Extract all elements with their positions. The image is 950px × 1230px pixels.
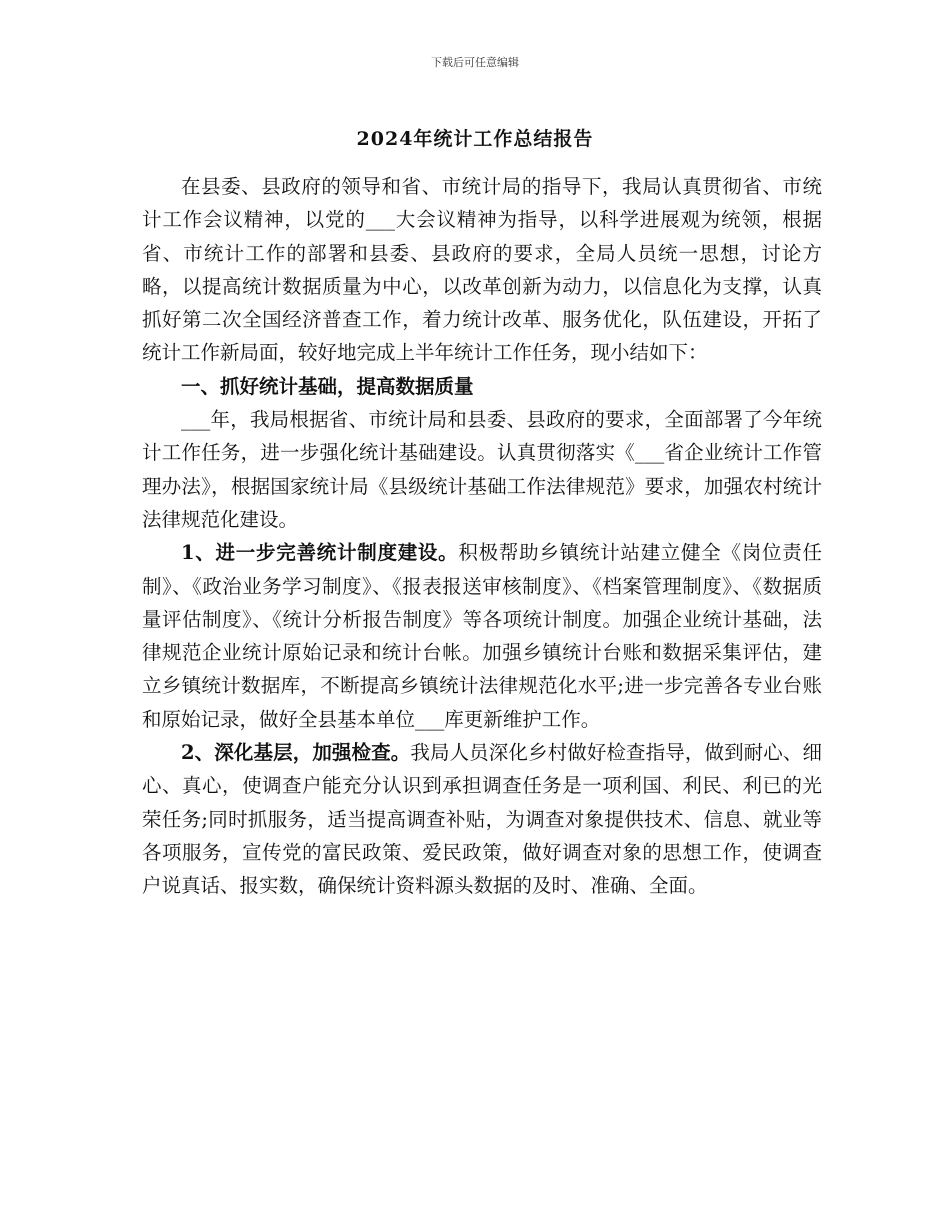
- section-paragraph: ___年，我局根据省、市统计局和县委、县政府的要求，全面部署了今年统计工作任务，进一步强化统计基础建设。认真贯彻落实《___省企业统计工作管理办法》，根据国家统计局《县级统计基础工作法律规范》要求，加强农村统计法律规范化建设。: [142, 408, 822, 531]
- item-lead-1: 1、进一步完善统计制度建设。: [181, 541, 459, 565]
- document-body: [142, 170, 822, 903]
- item-paragraph-2: [142, 736, 822, 902]
- item-text-1: 积极帮助乡镇统计站建立健全《岗位责任制》、《政治业务学习制度》、《报表报送审核制度》、《档案管理制度》、《数据质量评估制度》、《统计分析报告制度》等各项统计制度。加强企业统计基础，法律规范企业统计原始记录和统计台帐。加强乡镇统计台账和数据采集评估，建立乡镇统计数据库，不断提高乡镇统计法律规范化水平;进一步完善各专业台账和原始记录，做好全县基本单位___库更新维护工作。: [142, 541, 822, 731]
- document-title: 2024年统计工作总结报告: [356, 128, 594, 150]
- intro-paragraph: 在县委、县政府的领导和省、市统计局的指导下，我局认真贯彻省、市统计工作会议精神，以党的___大会议精神为指导，以科学进展观为统领，根据省、市统计工作的部署和县委、县政府的要求，全局人员统一思想，讨论方略，以提高统计数据质量为中心，以改革创新为动力，以信息化为支撑，认真抓好第二次全国经济普查工作，着力统计改革、服务优化，队伍建设，开拓了统计工作新局面，较好地完成上半年统计工作任务，现小结如下：: [142, 175, 822, 365]
- item-paragraph-1: [142, 536, 822, 736]
- header-note: 下载后可任意编辑: [431, 56, 519, 69]
- section-heading: 一、抓好统计基础，提高数据质量: [181, 374, 474, 398]
- item-lead-2: 2、深化基层，加强检查。: [181, 741, 411, 765]
- item-text-2: 我局人员深化乡村做好检查指导，做到耐心、细心、真心，使调查户能充分认识到承担调查任务是一项利国、利民、利已的光荣任务;同时抓服务，适当提高调查补贴，为调查对象提供技术、信息、就业等各项服务，宣传党的富民政策、爱民政策，做好调查对象的思想工作，使调查户说真话、报实数，确保统计资料源头数据的及时、准确、全面。: [142, 741, 822, 898]
